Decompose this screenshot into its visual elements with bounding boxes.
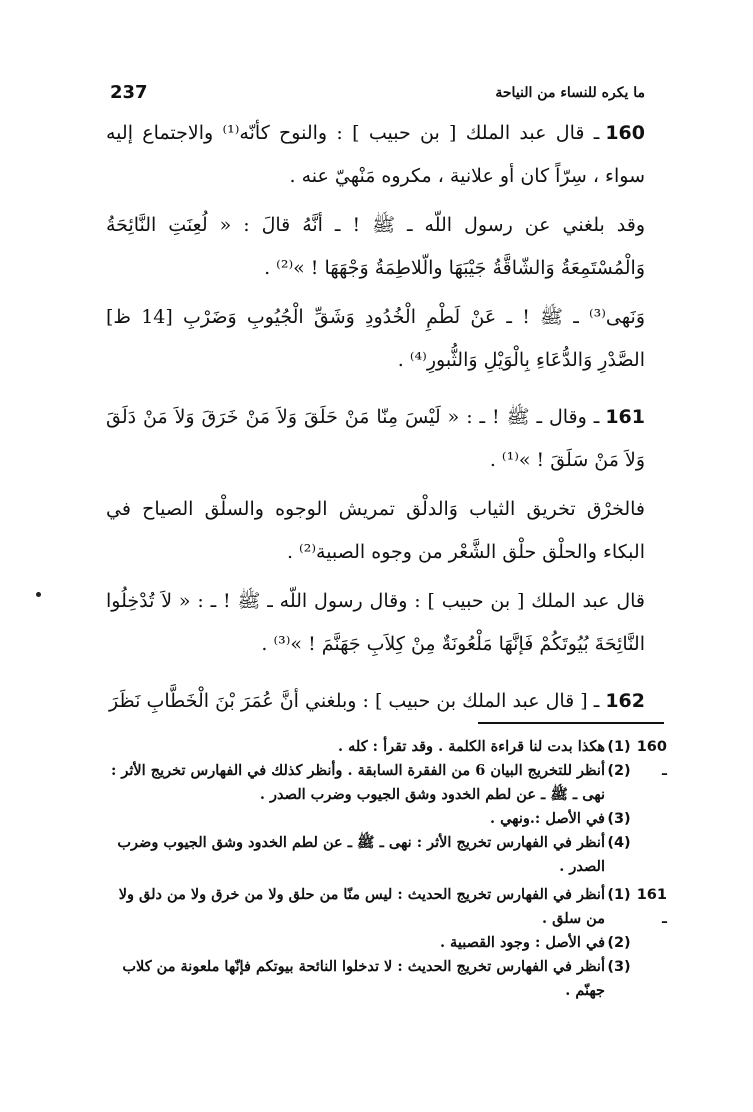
footnote-text: في الأصل : وجود القصبية . <box>439 934 605 951</box>
section-number: 162 <box>605 690 645 712</box>
footnote-text: هكذا بدت لنا قراءة الكلمة . وقد تقرأ : كله . <box>338 738 605 755</box>
footnote-number: (2) <box>607 763 631 779</box>
footnote-text: أنظر في الفهارس تخريج الحديث : ليس منّا من حلق ولا من خرق ولا من دلق ولا من سلق . <box>118 886 605 927</box>
footnote <box>106 931 667 955</box>
running-title: ما يكره للنساء من النياحة <box>495 85 645 101</box>
footnote-number: (1) <box>607 887 631 903</box>
footnote-text: أنظر في الفهارس تخريج الحديث : لا تدخلوا النائحة بيوتكم فإنّها ملعونة من كلاب جهنّم . <box>122 958 605 999</box>
footnote <box>106 955 667 1003</box>
paragraph <box>106 296 645 382</box>
paragraph-text: ـ [ قال عبد الملك بن حبيب ] : وبلغني أنَّ عُمَرَ بْنَ الْخَطَّابِ نَظَرَ <box>109 690 600 712</box>
footnote-number: (3) <box>607 959 631 975</box>
footnote-number: (1) <box>607 739 631 755</box>
paragraph-text: قال عبد الملك [ بن حبيب ] : وقال رسول اللّه ـ ﷺ ! ـ : « لاَ تُدْخِلُوا النَّائِحَةَ بُيُوتَكُمْ فَإنَّهَا مَلْعُونَةٌ مِنْ كِلاَبِ جَهَنَّمَ ! »⁽³⁾ . <box>106 590 645 655</box>
paragraph-text: ـ وقال ـ ﷺ ! ـ : « لَيْسَ مِنّا مَنْ حَلَقَ وَلاَ مَنْ خَرَقَ وَلاَ مَنْ دَلَقَ وَلاَ مَنْ سَلَقَ ! »⁽¹⁾ . <box>106 406 645 471</box>
footnote-text: أنظر في الفهارس تخريج الأثر : نهى ـ ﷺ ـ عن لطم الخدود وشق الجيوب وضرب الصدر . <box>117 834 605 875</box>
paragraph-text: وقد بلغني عن رسول اللّه ـ ﷺ ! ـ أنَّهُ قالَ : « لُعِنَتِ النَّائِحَةُ وَالْمُسْتَمِعَةُ وَالشّاقَّةُ جَيْبَهَا والّلاطِمَةُ وَجْهَهَا ! »⁽²⁾ . <box>106 214 645 279</box>
footnote-separator <box>478 722 664 724</box>
footnote <box>106 831 667 879</box>
footnote-group-label: 161 ـ <box>636 887 667 927</box>
paragraph <box>106 580 645 666</box>
footnote <box>106 735 667 779</box>
paragraph-text: فالخرْق تخريق الثياب وَالدلْق تمريش الوجوه والسلْق الصياح في البكاء والحلْق حلْق الشَّعْر من وجوه الصبية⁽²⁾ . <box>106 498 645 563</box>
paragraph-161 <box>106 396 645 482</box>
section-number: 160 <box>605 122 645 144</box>
footnote-group-160 <box>106 735 667 879</box>
footnote-group-161 <box>106 883 667 1003</box>
paragraph <box>106 488 645 574</box>
paragraph-text: وَنَهى⁽³⁾ ـ ﷺ ! ـ عَنْ لَطْمِ الْخُدُودِ وَشَقِّ الْجُيُوبِ وَضَرْبِ [14 ظ] الصَّدْرِ وَالدُّعَاءِ بِالْوَيْلِ وَالثُّبورِ⁽⁴⁾ . <box>106 306 645 371</box>
footnote-number: (4) <box>607 835 631 851</box>
footnote <box>106 759 667 807</box>
footnote-group-label: 160 ـ <box>636 739 667 779</box>
footnote-text: في الأصل :.ونهي . <box>489 810 605 827</box>
page-header <box>110 82 645 106</box>
footnote-number: (3) <box>607 811 631 827</box>
main-text <box>106 112 645 723</box>
footnote-text: أنظر للتخريج البيان 6 من الفقرة السابقة . وأنظر كذلك في الفهارس تخريج الأثر : نهى ـ ﷺ ـ عن لطم الخدود وشق الجيوب وضرب الصدر . <box>110 762 605 803</box>
paragraph-162 <box>106 680 645 723</box>
section-number: 161 <box>605 406 645 428</box>
paragraph-160 <box>106 112 645 198</box>
paragraph-text: ـ قال عبد الملك [ بن حبيب ] : والنوح كأنّه⁽¹⁾ والاجتماع إليه سواء ، سِرّاً كان أو علانية ، مكروه مَنْهيّ عنه . <box>106 122 645 187</box>
footnote-number: (2) <box>607 935 631 951</box>
footnote <box>106 883 667 931</box>
paragraph <box>106 204 645 290</box>
page-number: 237 <box>110 82 148 103</box>
footnotes <box>106 735 667 1007</box>
margin-mark <box>36 592 41 597</box>
footnote <box>106 807 667 831</box>
